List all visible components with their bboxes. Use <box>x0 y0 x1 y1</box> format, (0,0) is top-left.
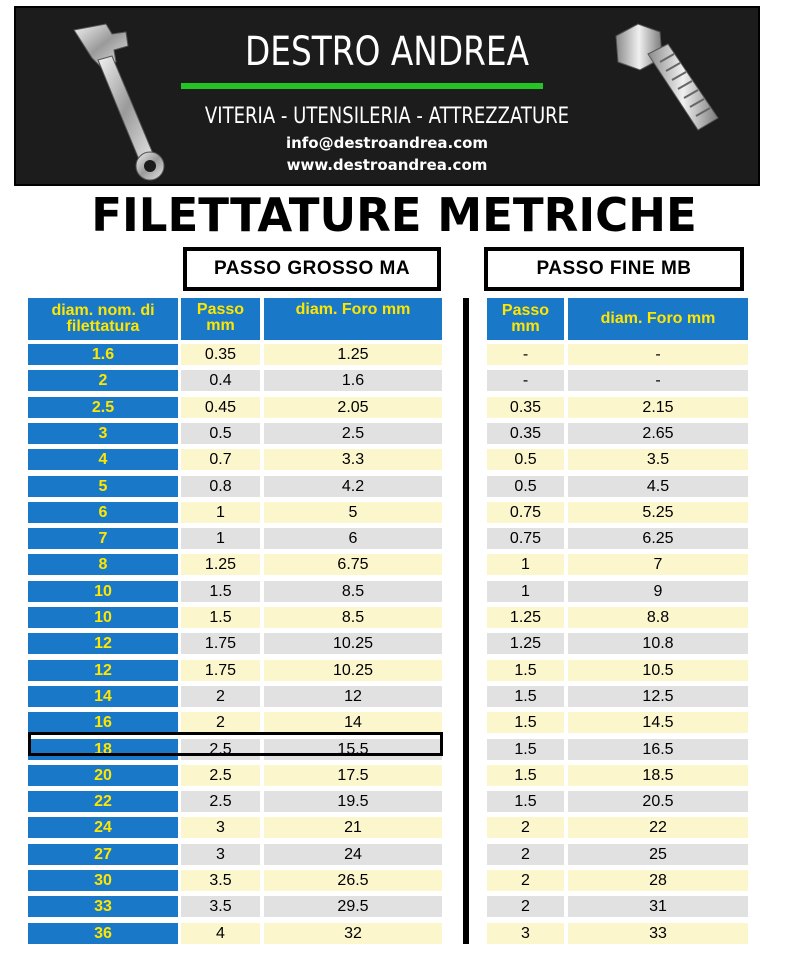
cell-foro-coarse: 12 <box>264 686 442 707</box>
cell-foro-fine: 28 <box>568 870 748 891</box>
coarse-pitch-heading: PASSO GROSSO MA <box>183 247 441 291</box>
cell-foro-coarse: 29.5 <box>264 896 442 917</box>
cell-diam: 7 <box>28 528 178 549</box>
cell-diam: 36 <box>28 923 178 944</box>
header-diam-nominal: diam. nom. di filettatura <box>28 298 178 340</box>
column-divider <box>463 298 469 944</box>
cell-passo-fine: 0.5 <box>487 476 564 497</box>
cell-passo-fine: 1 <box>487 581 564 602</box>
company-website[interactable]: www.destroandrea.com <box>286 156 488 174</box>
cell-passo-coarse: 0.4 <box>181 370 260 391</box>
cell-passo-coarse: 2 <box>181 712 260 733</box>
cell-passo-coarse: 1.75 <box>181 633 260 654</box>
cell-foro-coarse: 8.5 <box>264 581 442 602</box>
cell-passo-fine: 1.5 <box>487 791 564 812</box>
cell-foro-fine: 25 <box>568 844 748 865</box>
cell-passo-fine: 1.25 <box>487 633 564 654</box>
cell-diam: 24 <box>28 817 178 838</box>
cell-passo-fine: 2 <box>487 870 564 891</box>
cell-foro-fine: 10.5 <box>568 660 748 681</box>
cell-passo-coarse: 1.5 <box>181 607 260 628</box>
cell-passo-coarse: 3.5 <box>181 896 260 917</box>
cell-foro-coarse: 10.25 <box>264 660 442 681</box>
company-email[interactable]: info@destroandrea.com <box>285 134 489 152</box>
cell-foro-coarse: 24 <box>264 844 442 865</box>
cell-diam: 6 <box>28 502 178 523</box>
cell-foro-fine: 31 <box>568 896 748 917</box>
cell-diam: 33 <box>28 896 178 917</box>
cell-diam: 3 <box>28 423 178 444</box>
cell-passo-fine: 0.5 <box>487 449 564 470</box>
cell-passo-fine: 0.35 <box>487 423 564 444</box>
cell-foro-coarse: 2.05 <box>264 397 442 418</box>
cell-passo-fine: 1 <box>487 554 564 575</box>
cell-foro-fine: 22 <box>568 817 748 838</box>
cell-diam: 30 <box>28 870 178 891</box>
cell-passo-fine: - <box>487 344 564 365</box>
cell-passo-fine: 2 <box>487 844 564 865</box>
cell-foro-coarse: 19.5 <box>264 791 442 812</box>
cell-foro-fine: 12.5 <box>568 686 748 707</box>
cell-passo-coarse: 2 <box>181 686 260 707</box>
cell-foro-fine: 33 <box>568 923 748 944</box>
cell-passo-coarse: 1 <box>181 528 260 549</box>
cell-diam: 22 <box>28 791 178 812</box>
cell-diam: 2.5 <box>28 397 178 418</box>
cell-foro-coarse: 4.2 <box>264 476 442 497</box>
cell-foro-fine: 3.5 <box>568 449 748 470</box>
cell-foro-fine: 10.8 <box>568 633 748 654</box>
cell-passo-coarse: 1.25 <box>181 554 260 575</box>
cell-foro-fine: - <box>568 370 748 391</box>
cell-foro-coarse: 8.5 <box>264 607 442 628</box>
cell-foro-fine: - <box>568 344 748 365</box>
cell-diam: 10 <box>28 581 178 602</box>
cell-diam: 4 <box>28 449 178 470</box>
cell-foro-coarse: 26.5 <box>264 870 442 891</box>
cell-foro-fine: 2.65 <box>568 423 748 444</box>
cell-passo-fine: 3 <box>487 923 564 944</box>
cell-passo-coarse: 1.5 <box>181 581 260 602</box>
cell-passo-fine: 1.5 <box>487 765 564 786</box>
cell-foro-fine: 14.5 <box>568 712 748 733</box>
cell-foro-coarse: 21 <box>264 817 442 838</box>
cell-foro-fine: 4.5 <box>568 476 748 497</box>
company-tagline: VITERIA - UTENSILERIA - ATTREZZATURE <box>204 104 570 129</box>
cell-foro-fine: 5.25 <box>568 502 748 523</box>
cell-diam: 12 <box>28 633 178 654</box>
cell-passo-coarse: 2.5 <box>181 791 260 812</box>
cell-diam: 12 <box>28 660 178 681</box>
cell-passo-coarse: 1.75 <box>181 660 260 681</box>
company-name: DESTRO ANDREA <box>244 29 530 75</box>
cell-passo-fine: 1.5 <box>487 686 564 707</box>
cell-passo-coarse: 3 <box>181 844 260 865</box>
cell-foro-coarse: 14 <box>264 712 442 733</box>
cell-foro-coarse: 6 <box>264 528 442 549</box>
cell-passo-coarse: 4 <box>181 923 260 944</box>
cell-passo-fine: 0.75 <box>487 502 564 523</box>
green-rule <box>181 83 543 89</box>
cell-passo-fine: 1.25 <box>487 607 564 628</box>
cell-diam: 16 <box>28 712 178 733</box>
cell-passo-coarse: 0.8 <box>181 476 260 497</box>
cell-diam: 2 <box>28 370 178 391</box>
cell-foro-coarse: 6.75 <box>264 554 442 575</box>
cell-passo-fine: 2 <box>487 896 564 917</box>
cell-passo-fine: 1.5 <box>487 660 564 681</box>
cell-passo-coarse: 1 <box>181 502 260 523</box>
highlight-box <box>28 732 443 756</box>
cell-passo-fine: 0.75 <box>487 528 564 549</box>
cell-passo-coarse: 3.5 <box>181 870 260 891</box>
cell-foro-coarse: 5 <box>264 502 442 523</box>
cell-passo-fine: - <box>487 370 564 391</box>
fine-pitch-heading: PASSO FINE MB <box>484 247 744 291</box>
cell-foro-coarse: 2.5 <box>264 423 442 444</box>
header-foro-coarse: diam. Foro mm <box>264 298 442 340</box>
cell-passo-coarse: 0.35 <box>181 344 260 365</box>
cell-foro-coarse: 15.5 <box>264 739 442 760</box>
cell-passo-fine: 1.5 <box>487 739 564 760</box>
cell-foro-coarse: 10.25 <box>264 633 442 654</box>
cell-foro-coarse: 1.25 <box>264 344 442 365</box>
cell-foro-coarse: 3.3 <box>264 449 442 470</box>
cell-passo-coarse: 0.5 <box>181 423 260 444</box>
cell-passo-coarse: 0.7 <box>181 449 260 470</box>
cell-passo-fine: 2 <box>487 817 564 838</box>
cell-passo-coarse: 2.5 <box>181 739 260 760</box>
header-passo-coarse: Passo mm <box>181 298 260 340</box>
cell-foro-coarse: 17.5 <box>264 765 442 786</box>
cell-diam: 5 <box>28 476 178 497</box>
cell-foro-fine: 18.5 <box>568 765 748 786</box>
header-banner <box>14 6 760 186</box>
cell-foro-fine: 8.8 <box>568 607 748 628</box>
cell-passo-coarse: 0.45 <box>181 397 260 418</box>
cell-foro-fine: 6.25 <box>568 528 748 549</box>
cell-foro-fine: 2.15 <box>568 397 748 418</box>
cell-passo-coarse: 2.5 <box>181 765 260 786</box>
cell-passo-fine: 1.5 <box>487 712 564 733</box>
cell-diam: 1.6 <box>28 344 178 365</box>
cell-passo-coarse: 3 <box>181 817 260 838</box>
cell-foro-fine: 16.5 <box>568 739 748 760</box>
cell-diam: 10 <box>28 607 178 628</box>
cell-foro-fine: 20.5 <box>568 791 748 812</box>
cell-passo-fine: 0.35 <box>487 397 564 418</box>
cell-foro-fine: 9 <box>568 581 748 602</box>
header-foro-fine: diam. Foro mm <box>568 298 748 340</box>
cell-diam: 27 <box>28 844 178 865</box>
cell-diam: 8 <box>28 554 178 575</box>
cell-foro-coarse: 1.6 <box>264 370 442 391</box>
cell-foro-coarse: 32 <box>264 923 442 944</box>
cell-diam: 20 <box>28 765 178 786</box>
page-title: FILETTATURE METRICHE <box>91 188 697 242</box>
cell-foro-fine: 7 <box>568 554 748 575</box>
cell-diam: 18 <box>28 739 178 760</box>
header-passo-fine: Passo mm <box>487 298 564 340</box>
cell-diam: 14 <box>28 686 178 707</box>
